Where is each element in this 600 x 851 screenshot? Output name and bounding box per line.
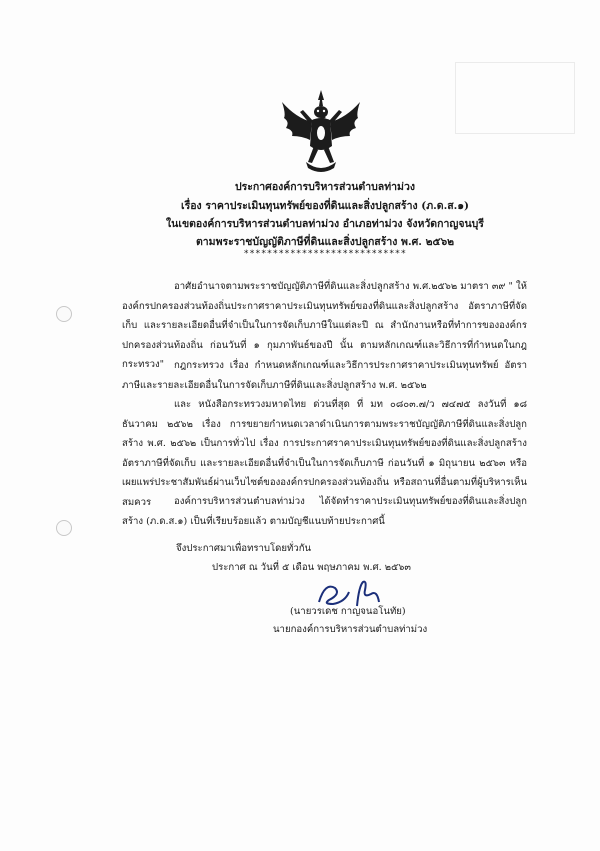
announcement-date: ประกาศ ณ วันที่ ๕ เดือน พฤษภาคม พ.ศ. ๒๕๖๓ — [212, 562, 411, 573]
paragraph-authority: อาศัยอำนาจตามพระราชบัญญัติภาษีที่ดินและสิ่งปลูกสร้าง พ.ศ.๒๕๖๒ มาตรา ๓๙ " ให้องค์กรปกครองส่วนท้องถิ่นประกาศราคาประเมินทุนทรัพย์ของที่ดินและสิ่งปลูกสร้าง อัตราภาษีที่จัดเก็บ และรายละเอียดอื่นที่จำเป็นในการจัดเก็บภาษีในแต่ละปี ณ สำนักงานหรือที่ทำการขององค์กรปกครองส่วนท้องถิ่น ก่อนวันที่ ๑ กุมภาพันธ์ของปี นั้น ตามหลักเกณฑ์และวิธีการที่กำหนดในกฎกระทรวง" — [122, 281, 527, 371]
paragraph-conclusion: องค์การบริหารส่วนตำบลท่าม่วง ได้จัดทำราคาประเมินทุนทรัพย์ของที่ดินและสิ่งปลูกสร้าง (ภ.ด.ส.๑) เป็นที่เรียบร้อยแล้ว ตามบัญชีแนบท้ายประกาศนี้ — [122, 496, 527, 527]
announcement-subject: เรื่อง ราคาประเมินทุนทรัพย์ของที่ดินและสิ่งปลูกสร้าง (ภ.ด.ส.๑) — [181, 200, 469, 212]
signatory-name: (นายวรเดช กาญจนอโนทัย) — [290, 606, 406, 617]
announcement-area: ในเขตองค์การบริหารส่วนตำบลท่าม่วง อำเภอท่าม่วง จังหวัดกาญจนบุรี — [166, 218, 484, 230]
paragraph-ministerial-regulation: กฎกระทรวง เรื่อง กำหนดหลักเกณฑ์และวิธีการประกาศราคาประเมินทุนทรัพย์ อัตราภาษีและรายละเอียดอื่นในการจัดเก็บภาษีที่ดินและสิ่งปลูกสร้าง พ.ศ. ๒๕๖๒ — [122, 360, 527, 391]
separator-stars: **************************** — [243, 249, 407, 259]
punch-hole-icon — [56, 306, 72, 322]
announcement-title: ประกาศองค์การบริหารส่วนตำบลท่าม่วง — [234, 181, 416, 193]
signatory-position: นายกองค์การบริหารส่วนตำบลท่าม่วง — [273, 624, 428, 635]
announcement-law: ตามพระราชบัญญัติภาษีที่ดินและสิ่งปลูกสร้าง พ.ศ. ๒๕๖๒ — [195, 236, 455, 248]
garuda-emblem-icon — [276, 88, 366, 176]
paragraph-interior-ministry-letter: และ หนังสือกระทรวงมหาดไทย ด่วนที่สุด ที่ มท ๐๘๐๓.๗/ว ๗๔๗๕ ลงวันที่ ๑๘ ธันวาคม ๒๕๖๒ เรื่อง การขยายกำหนดเวลาดำเนินการตามพระราชบัญญัติภาษีที่ดินและสิ่งปลูกสร้าง พ.ศ. ๒๕๖๒ เป็นการทั่วไป เรื่อง การประกาศราคาประเมินทุนทรัพย์ของที่ดินและสิ่งปลูกสร้าง อัตราภาษีที่จัดเก็บ และรายละเอียดอื่นที่จำเป็นในการจัดเก็บภาษี ก่อนวันที่ ๑ มิถุนายน ๒๕๖๓ หรือเผยแพร่ประชาสัมพันธ์ผ่านเว็บไซต์ขององค์กรปกครองส่วนท้องถิ่น หรือสถานที่อื่นตามที่ผู้บริหารเห็นสมควร — [122, 399, 527, 508]
announce-statement: จึงประกาศมาเพื่อทราบโดยทั่วกัน — [176, 543, 312, 554]
faded-stamp-box — [455, 62, 575, 134]
punch-hole-icon — [56, 520, 72, 536]
